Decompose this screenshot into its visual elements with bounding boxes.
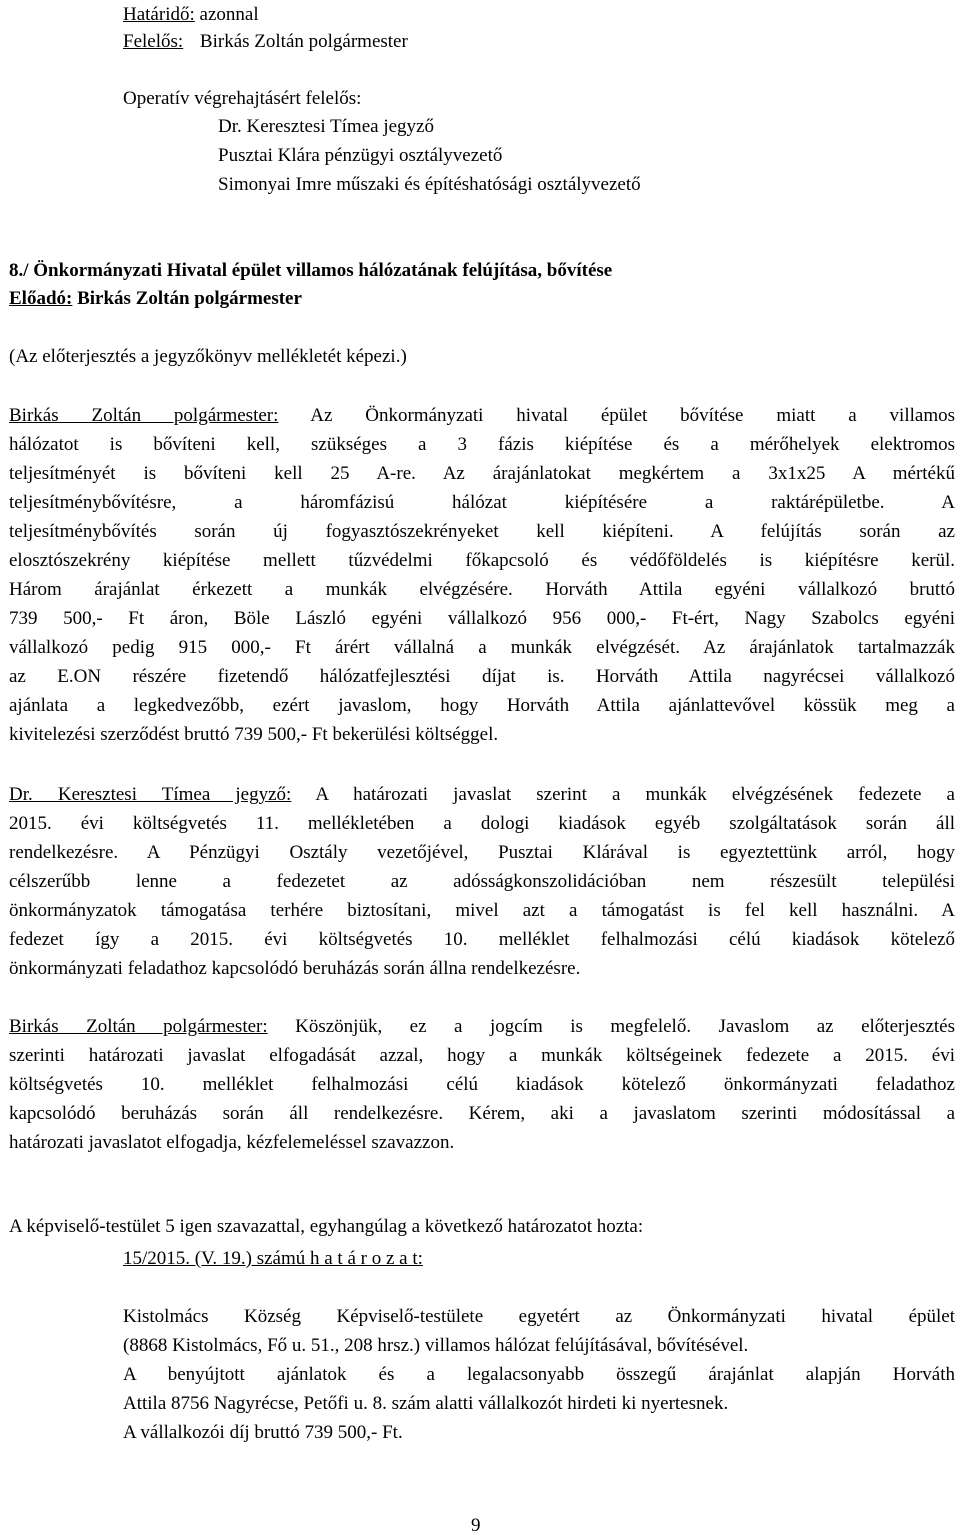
speech-line: kapcsolódó beruházás során áll rendelkezésre. Kérem, aki a javaslatom szerinti módosítással a	[9, 1103, 955, 1124]
speech-line: önkormányzatok támogatása terhére biztosítani, mivel azt a támogatást is fel kell használni. A	[9, 900, 955, 921]
speech-line: célszerűbb lenne a fedezetet az adósságkonszolidációban nem részesült települési	[9, 871, 955, 892]
speech-line: ajánlata a legkedvezőbb, ezért javaslom, hogy Horváth Attila ajánlattevővel kössük meg a	[9, 695, 955, 716]
resolution-line: Kistolmács Község Képviselő-testülete egyetért az Önkormányzati hivatal épület	[123, 1306, 955, 1327]
mayor-speech-1	[9, 401, 955, 749]
operative-person-2: Pusztai Klára pénzügyi osztályvezető	[218, 145, 503, 166]
operative-person-1: Dr. Keresztesi Tímea jegyző	[218, 116, 434, 137]
responsible-row	[123, 27, 408, 56]
speech-line: önkormányzati feladathoz kapcsolódó beruházás során állna rendelkezésre.	[9, 958, 581, 979]
mayor-speech-2	[9, 1012, 955, 1157]
speech-line: teljesítménybővítés során új fogyasztószekrényeket kell kiépíteni. A felújítás során az	[9, 521, 955, 542]
vote-statement: A képviselő-testület 5 igen szavazattal, egyhangúlag a következő határozatot hozta:	[9, 1216, 644, 1237]
speech-line: szerinti határozati javaslat elfogadását azzal, hogy a munkák költségeinek fedezete a 2015. évi	[9, 1045, 955, 1066]
resolution-body	[123, 1302, 955, 1447]
speech-line: Birkás Zoltán polgármester: Az Önkormányzati hivatal épület bővítése miatt a villamos	[9, 405, 956, 426]
speech-line: Dr. Keresztesi Tímea jegyző: A határozati javaslat szerint a munkák elvégzésének fedezete a	[9, 784, 955, 805]
responsible-value: Birkás Zoltán polgármester	[199, 31, 408, 52]
resolution-line: Attila 8756 Nagyrécse, Petőfi u. 8. szám alatti vállalkozót hirdeti ki nyertesnek.	[123, 1393, 729, 1414]
resolution-line: A vállalkozói díj bruttó 739 500,- Ft.	[123, 1422, 403, 1443]
speech-line: 2015. évi költségvetés 11. mellékletében a dologi kiadások egyéb szolgáltatások során áll	[9, 813, 955, 834]
speech-line: vállalkozó pedig 915 000,- Ft árért vállalná a munkák elvégzését. Az árajánlatok tartalmazzák	[9, 637, 955, 658]
agenda-title: 8./ Önkormányzati Hivatal épület villamos hálózatának felújítása, bővítése	[9, 260, 613, 281]
speech-line: elosztószekrény kiépítése mellett tűzvédelmi főkapcsoló és védőföldelés is kiépítésre kerül.	[9, 550, 955, 571]
operative-person-3: Simonyai Imre műszaki és építéshatósági osztályvezető	[218, 174, 641, 195]
resolution-line: (8868 Kistolmács, Fő u. 51., 208 hrsz.) villamos hálózat felújításával, bővítésével.	[123, 1335, 749, 1356]
speech-line: rendelkezésre. A Pénzügyi Osztály vezetőjével, Pusztai Klárával is egyeztettünk arról, hogy	[9, 842, 955, 863]
speech-line: költségvetés 10. melléklet felhalmozási célú kiadások kötelező önkormányzati feladathoz	[9, 1074, 955, 1095]
deadline-value: azonnal	[199, 4, 259, 25]
presenter-value: Birkás Zoltán polgármester	[77, 288, 302, 309]
notary-speech	[9, 780, 955, 983]
page-number: 9	[471, 1515, 481, 1536]
presenter-row	[9, 284, 302, 313]
speaker-name: Birkás Zoltán polgármester:	[9, 405, 279, 426]
speech-line: 739 500,- Ft áron, Böle László egyéni vállalkozó 956 000,- Ft-ért, Nagy Szabolcs egyéni	[9, 608, 955, 629]
responsible-label: Felelős:	[123, 31, 184, 52]
deadline-row	[123, 0, 259, 29]
speaker-name: Birkás Zoltán polgármester:	[9, 1016, 268, 1037]
speech-line: határozati javaslatot elfogadja, kézfelemeléssel szavazzon.	[9, 1132, 455, 1153]
speech-line: kivitelezési szerződést bruttó 739 500,- Ft bekerülési költséggel.	[9, 724, 499, 745]
speech-line: teljesítménybővítésre, a háromfázisú hálózat kiépítésére a raktárépületbe. A	[9, 492, 955, 513]
speech-line: az E.ON részére fizetendő hálózatfejlesztési díjat is. Horváth Attila nagyrécsei vállalkozó	[9, 666, 955, 687]
operative-label: Operatív végrehajtásért felelős:	[123, 88, 362, 109]
speech-line: Birkás Zoltán polgármester: Köszönjük, ez a jogcím is megfelelő. Javaslom az előterjesztés	[9, 1016, 955, 1037]
speech-line: fedezet így a 2015. évi költségvetés 10. melléklet felhalmozási célú kiadások kötelező	[9, 929, 955, 950]
speech-line: Három árajánlat érkezett a munkák elvégzésére. Horváth Attila egyéni vállalkozó bruttó	[9, 579, 955, 600]
resolution-title: 15/2015. (V. 19.) számú h a t á r o z a t:	[123, 1248, 423, 1269]
speaker-name: Dr. Keresztesi Tímea jegyző:	[9, 784, 292, 805]
speech-line: hálózatot is bővíteni kell, szükséges a 3 fázis kiépítése és a mérőhelyek elektromos	[9, 434, 955, 455]
speech-line: teljesítményét is bővíteni kell 25 A-re. Az árajánlatokat megkértem a 3x1x25 A mértékű	[9, 463, 955, 484]
resolution-line: A benyújtott ajánlatok és a legalacsonyabb összegű árajánlat alapján Horváth	[123, 1364, 955, 1385]
presenter-label: Előadó:	[9, 288, 73, 309]
attachment-note: (Az előterjesztés a jegyzőkönyv mellékletét képezi.)	[9, 346, 407, 367]
deadline-label: Határidő:	[123, 4, 195, 25]
